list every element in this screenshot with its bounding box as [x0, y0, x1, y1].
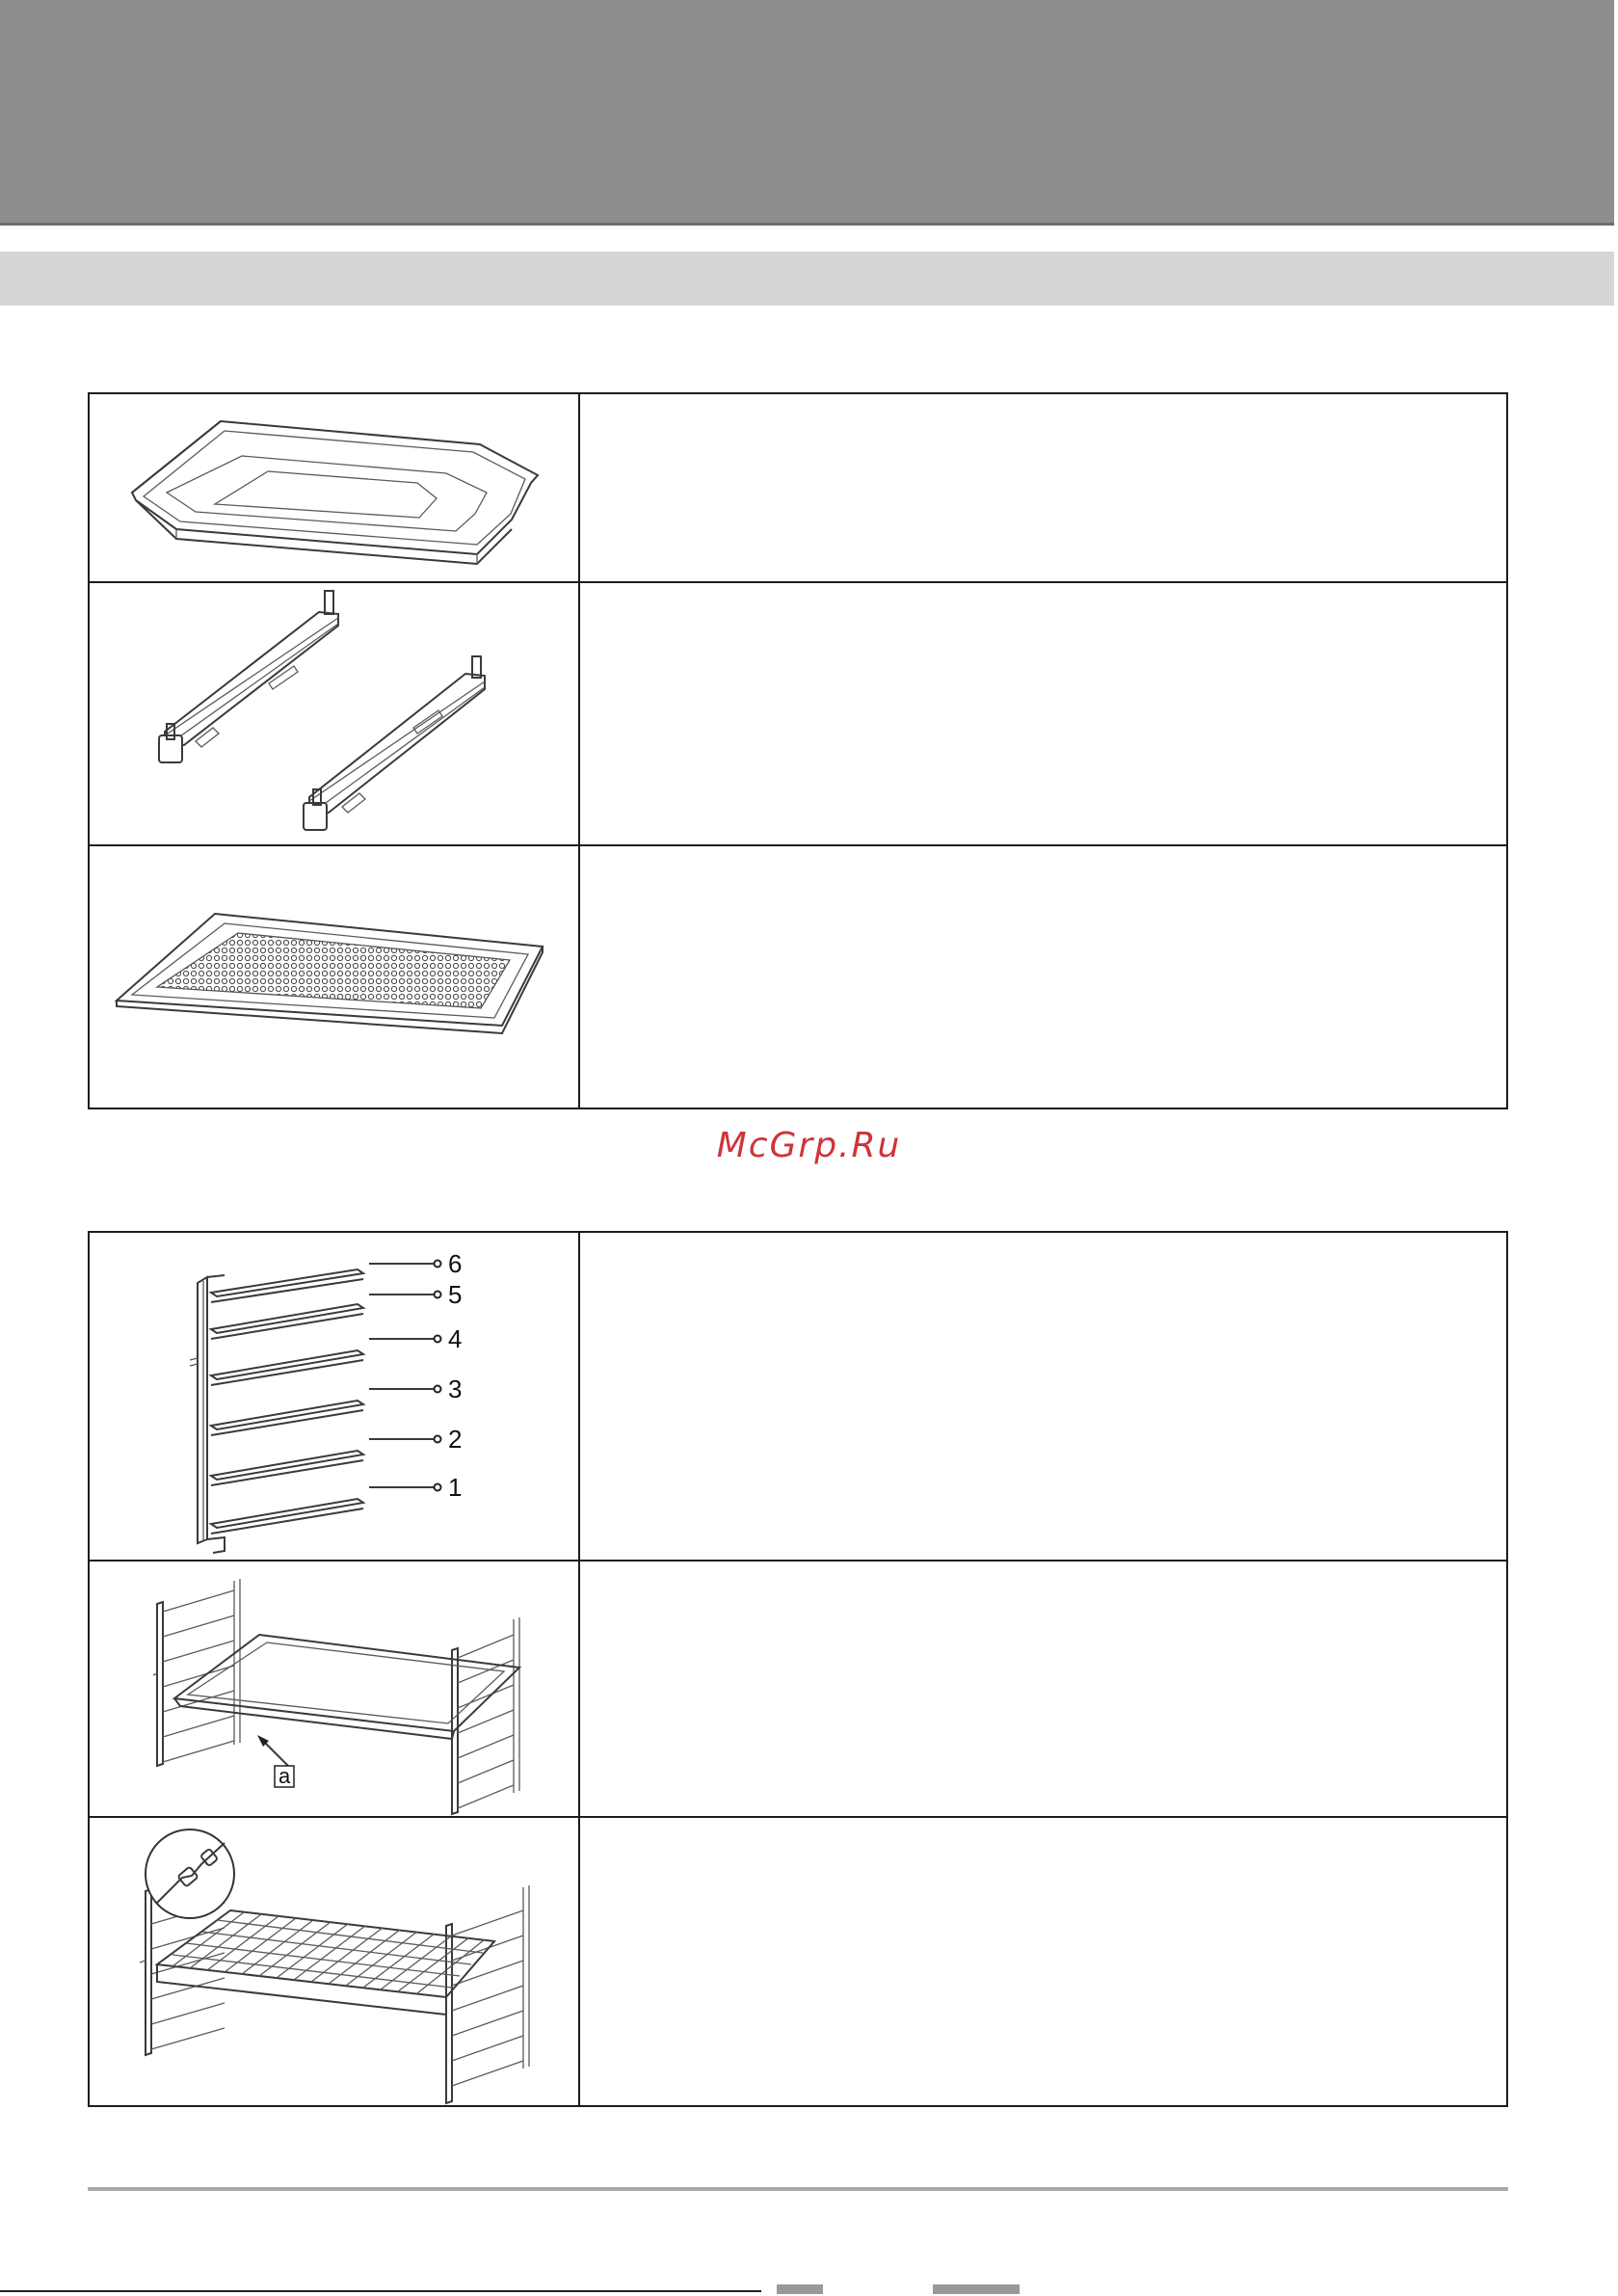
table-cell-image: [89, 1232, 579, 1561]
subheader-band: [0, 252, 1614, 306]
table-cell-image: [89, 845, 579, 1108]
table-cell-image: [89, 582, 579, 845]
table-cell-description: [579, 393, 1507, 582]
table-row: [89, 393, 1507, 582]
table-cell-description: [579, 1561, 1507, 1817]
accessories-table: [88, 392, 1508, 1109]
bottom-edge-artifact: [777, 2284, 823, 2294]
table-row: [89, 845, 1507, 1108]
footer-rule: [88, 2187, 1508, 2191]
table-cell-description: [579, 1817, 1507, 2106]
table-cell-description: [579, 582, 1507, 845]
table-cell-image: [89, 1817, 579, 2106]
deep-tray-icon: [90, 394, 576, 581]
shelf-level-label: 3: [448, 1375, 463, 1403]
table-row: [89, 1817, 1507, 2106]
table-cell-image: [89, 1561, 579, 1817]
telescopic-rails-icon: [90, 583, 576, 844]
shelf-runners: [211, 1269, 363, 1534]
table-row: [89, 1232, 1507, 1561]
bottom-edge-line: [0, 2290, 761, 2292]
shelf-support-levels-icon: [90, 1233, 576, 1560]
watermark: McGrp.Ru: [716, 1126, 902, 1165]
shelf-level-label: 1: [448, 1473, 463, 1502]
bottom-edge-artifact: [933, 2284, 1020, 2294]
shelf-level-label: 6: [448, 1249, 463, 1278]
shelf-level-label: 2: [448, 1425, 463, 1454]
shelf-level-label: 4: [448, 1324, 463, 1353]
table-row: [89, 582, 1507, 845]
table-cell-image: [89, 393, 579, 582]
wire-rack-on-supports-icon: [90, 1818, 576, 2105]
table-cell-description: [579, 1232, 1507, 1561]
table-cell-description: [579, 845, 1507, 1108]
callout-label: a: [279, 1764, 291, 1788]
shelf-level-label: 5: [448, 1280, 463, 1309]
header-band: [0, 0, 1614, 223]
shelf-table: [88, 1231, 1508, 2107]
tray-on-supports-icon: [90, 1562, 576, 1816]
table-row: [89, 1561, 1507, 1817]
perforated-tray-icon: [90, 846, 576, 1108]
header-shadow: [0, 223, 1614, 226]
